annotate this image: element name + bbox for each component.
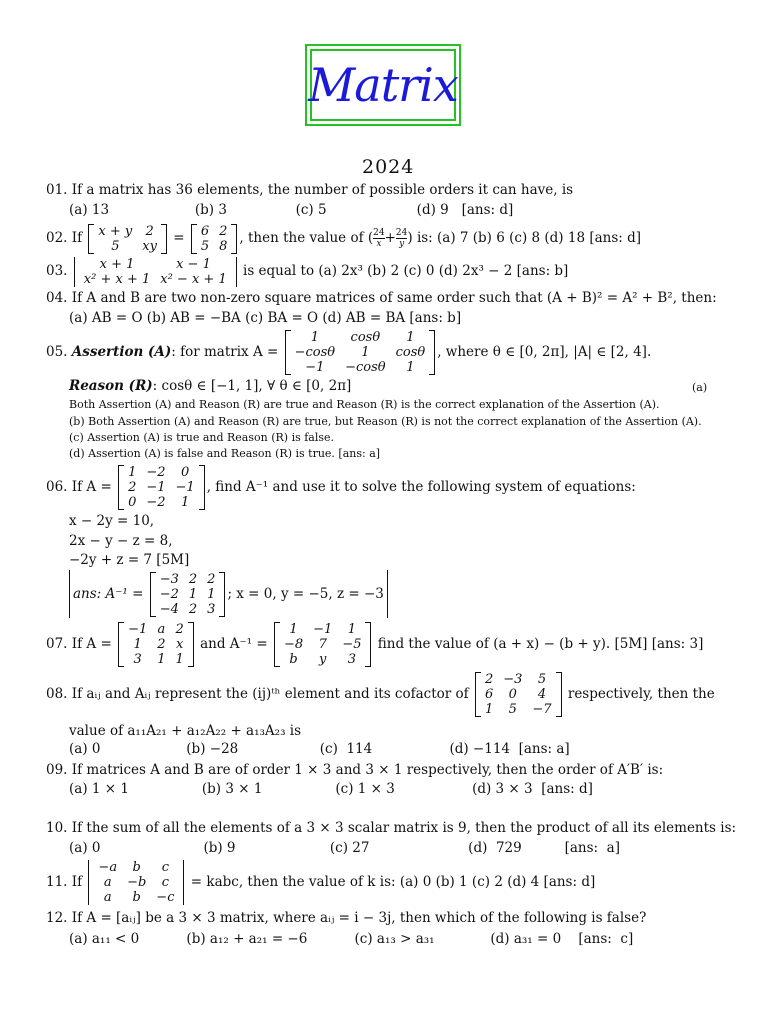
matrix-cell: −7 [532,702,552,717]
matrix-cell: −8 [283,637,304,652]
q08-line-2: value of a₁₁A₂₁ + a₁₂A₂₂ + a₁₃A₂₃ is [69,723,302,739]
matrix-row [279,622,367,637]
matrix-cell: −a [98,860,118,875]
q09-options: (a) 1 × 1 (b) 3 × 1 (c) 1 × 3 (d) 3 × 3 [ans: d] [69,781,593,797]
matrix-row [79,257,232,272]
matrix-cell: 1 [406,360,415,375]
q06-equation-1: x − 2y = 10, [69,513,155,529]
q06-equation-2: 2x − y − z = 8, [69,533,173,549]
matrix-cell: 5 [111,238,120,254]
q06-equation-3: −2y + z = 7 [5M] [69,552,190,568]
matrix-q06-inverse [150,572,226,617]
matrix-cell: −4 [159,602,179,617]
q10-options: (a) 0 (b) 9 (c) 27 (d) 729 [ans: a] [69,840,621,856]
matrix-cell: 0 [508,687,517,702]
matrix-cell: 0 [128,495,137,510]
matrix-cell: 2 [145,223,154,239]
matrix-cell: x − 1 [176,256,211,272]
matrix-cell: −3 [159,572,179,587]
matrix-cell: x [175,637,184,652]
matrix-cell: −b [127,875,147,890]
matrix-cell: b [132,860,141,875]
matrix-row [93,239,162,254]
question-07: 07. If A = −1 a 2 1 2 x 3 1 1 and A⁻¹ = 1 −1 1 −8 7 −5 b y 3 find the value of (a + x) − (b + y). [5M] [ans: 3] [46,622,704,667]
matrix-row [93,890,179,905]
matrix-cell: c [161,860,170,875]
matrix-row [93,224,162,239]
matrix-cell: −1 [305,360,325,375]
matrix-cell: 2 [188,602,198,617]
matrix-cell: 1 [133,637,142,652]
matrix-cell: 1 [128,465,137,480]
question-11: 11. If −a b c a −b c a b −c = kabc, then the value of k is: (a) 0 (b) 1 (c) 2 (d) 4 [ans: d] [46,860,596,905]
matrix-cell: a [103,875,112,890]
matrix-cell: −1 [313,622,333,637]
matrix-cell: 1 [310,330,319,345]
matrix-cell: 4 [537,687,547,702]
question-08: 08. If aᵢⱼ and Aᵢⱼ represent the (ij)ᵗʰ element and its cofactor of 2 −3 5 6 0 4 1 5 −7 respectively, then the [46,672,715,717]
matrix-cell: −5 [342,637,362,652]
question-02: 02. If x + y 2 5 xy = 6 2 5 8 , then the value of ( $\frac{24}{x}$ + $\frac{24}{y}$ ) is: (a) 7 (b) 6 (c) 8 (d) 18 [ans: d] [46,223,642,254]
question-09: 09. If matrices A and B are of order 1 × 3 and 3 × 1 respectively, then the order of A′B′ is: [46,762,664,778]
q05-option-c: (c) Assertion (A) is true and Reason (R) is false. [69,431,335,444]
q08-options: (a) 0 (b) −28 (c) 114 (d) −114 [ans: a] [69,741,570,757]
matrix-row [93,875,179,890]
matrix-q02-right [191,224,238,254]
matrix-cell: 2 [207,572,216,587]
matrix-cell: c [161,875,170,890]
determinant-q11 [88,860,184,905]
matrix-cell: −2 [159,587,179,602]
matrix-cell: 6 [484,687,494,702]
matrix-cell: 1 [361,345,370,360]
question-12: 12. If A = [aᵢⱼ] be a 3 × 3 matrix, where aᵢⱼ = i − 3j, then which of the following is false? [46,910,647,926]
year-heading: 2024 [362,156,415,178]
question-06: 06. If A = 1 −2 0 2 −1 −1 0 −2 1 , find A⁻¹ and use it to solve the following system of equations: [46,465,636,510]
matrix-cell: b [132,890,141,905]
matrix-cell: −1 [128,622,148,637]
matrix-row [279,637,367,652]
determinant-q03 [74,257,237,287]
q06-answer: ans: A⁻¹ = −3 2 2 −2 1 1 −4 2 3 ; x = 0, y = −5, z = −3 [69,570,388,618]
matrix-cell: a [157,622,166,637]
q05-option-b: (b) Both Assertion (A) and Reason (R) are true, but Reason (R) is not the correct explanation of the Assertion (A). [69,415,702,428]
logo-frame [305,44,461,126]
matrix-row [196,239,233,254]
matrix-cell: 2 [219,223,228,239]
matrix-row [279,652,367,667]
matrix-cell: x² − x + 1 [160,271,227,287]
matrix-row [123,480,200,495]
question-01: 01. If a matrix has 36 elements, the number of possible orders it can have, is [46,182,574,198]
matrix-cell: 1 [406,330,415,345]
matrix-cell: 8 [219,238,228,254]
matrix-cell: x + 1 [99,256,135,272]
matrix-row [155,602,221,617]
question-04: 04. If A and B are two non-zero square matrices of same order such that (A + B)² = A² + B², then: [46,290,717,306]
matrix-cell: 3 [347,652,357,667]
matrix-cell: cosθ [350,330,381,345]
matrix-cell: 5 [537,672,547,687]
question-10: 10. If the sum of all the elements of a 3 × 3 scalar matrix is 9, then the product of all its elements is: [46,820,737,836]
matrix-cell: 1 [188,587,198,602]
matrix-cell: 1 [289,622,298,637]
q05-option-a-label: (a) [692,381,708,394]
question-03: 03. x + 1 x − 1 x² + x + 1 x² − x + 1 is equal to (a) 2x³ (b) 2 (c) 0 (d) 2x³ − 2 [ans: b] [46,256,569,287]
matrix-cell: 2 [188,572,198,587]
matrix-cell: 2 [484,672,494,687]
matrix-cell: a [103,890,112,905]
matrix-row [123,652,189,667]
question-01-options: (a) 13 (b) 3 (c) 5 (d) 9 [ans: d] [69,202,514,218]
matrix-cell: 2 [157,637,166,652]
matrix-row [480,702,557,717]
matrix-cell: 2 [128,480,137,495]
logo-title: Matrix [308,58,458,112]
matrix-q06 [118,465,205,510]
matrix-cell: x + y [98,223,133,239]
matrix-row [123,637,189,652]
matrix-row [155,572,221,587]
matrix-cell: −2 [146,495,166,510]
matrix-cell: cosθ [395,345,426,360]
matrix-cell: 1 [157,652,166,667]
matrix-cell: 1 [484,702,494,717]
matrix-row [123,622,189,637]
matrix-q07-a [118,622,194,667]
matrix-row [123,495,200,510]
matrix-row [123,465,200,480]
matrix-row [290,345,431,360]
matrix-cell: 3 [133,652,142,667]
matrix-cell: x² + x + 1 [83,271,151,287]
matrix-row [155,587,221,602]
matrix-cell: 3 [207,602,216,617]
matrix-row [196,224,233,239]
question-05: 05. Assertion (A): for matrix A = 1 cosθ 1 −cosθ 1 cosθ −1 −cosθ 1 , where θ ∈ [0, 2π], |A| ∈ [2, 4]. [46,330,652,375]
matrix-cell: −3 [503,672,523,687]
matrix-cell: 1 [207,587,216,602]
matrix-cell: −cosθ [345,360,386,375]
fraction-24-x: $\frac{24}{x}$ [373,228,385,249]
q05-option-d: (d) Assertion (A) is false and Reason (R) is true. [ans: a] [69,447,381,460]
q05-option-a: Both Assertion (A) and Reason (R) are true and Reason (R) is the correct explanation of the Assertion (A). [69,398,660,411]
matrix-cell: −1 [175,480,195,495]
matrix-cell: −1 [146,480,166,495]
matrix-cell: 0 [180,465,190,480]
question-04-options: (a) AB = O (b) AB = −BA (c) BA = O (d) AB = BA [ans: b] [69,310,462,326]
matrix-cell: −c [156,890,175,905]
matrix-q08 [475,672,562,717]
matrix-cell: 2 [175,622,184,637]
matrix-row [290,360,431,375]
matrix-cell: −cosθ [294,345,336,360]
matrix-cell: 5 [200,238,210,254]
matrix-row [93,860,179,875]
matrix-row [480,687,557,702]
matrix-cell: xy [142,238,157,254]
matrix-row [290,330,431,345]
fraction-24-y: $\frac{24}{y}$ [395,228,408,249]
matrix-q02-left [88,224,167,254]
matrix-cell: 1 [347,622,357,637]
matrix-cell: 7 [318,637,327,652]
matrix-q05 [285,330,436,375]
matrix-cell: 6 [200,223,210,239]
matrix-row [480,672,557,687]
q12-options: (a) a₁₁ < 0 (b) a₁₂ + a₂₁ = −6 (c) a₁₃ > a₃₁ (d) a₃₁ = 0 [ans: c] [69,931,634,947]
matrix-cell: b [289,652,298,667]
matrix-cell: 1 [175,652,184,667]
matrix-cell: y [319,652,327,667]
matrix-cell: −2 [146,465,166,480]
q05-reason: Reason (R): cosθ ∈ [−1, 1], ∀ θ ∈ [0, 2π] [69,378,352,394]
matrix-q07-inverse [274,622,372,667]
matrix-cell: 1 [180,495,190,510]
matrix-cell: 5 [508,702,517,717]
matrix-row [79,272,232,287]
